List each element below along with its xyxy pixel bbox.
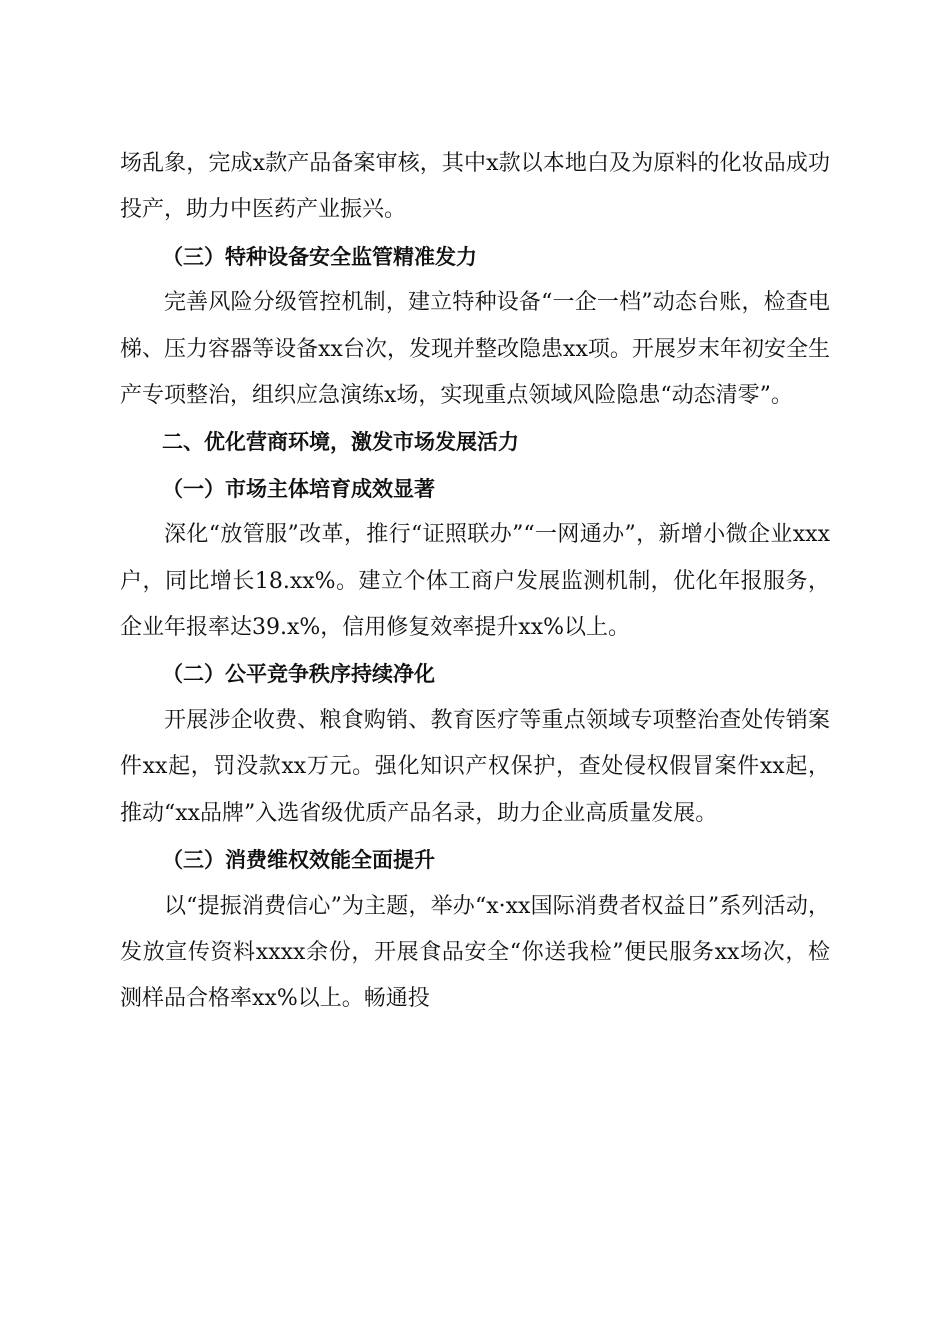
section-heading-business-environment: 二、优化营商环境，激发市场发展活力: [162, 430, 519, 455]
section-subheading-market-entities: （一）市场主体培育成效显著: [162, 475, 435, 501]
paragraph-fair-competition: 开展涉企收费、粮食购销、教育医疗等重点领域专项整治查处传销案件xx起，罚没款xx万元。强化知识产权保护，查处侵权假冒案件xx起，推动“xx品牌”入选省级优质产品名录，助力企业高质量发展。: [120, 707, 830, 826]
paragraph-continued: 场乱象，完成x款产品备案审核，其中x款以本地白及为原料的化妆品成功投产，助力中医药产业振兴。: [120, 151, 830, 223]
section-subheading-consumer-rights: （三）消费维权效能全面提升: [162, 847, 435, 873]
document-body: [120, 141, 830, 1023]
paragraph-market-entities: 深化“放管服”改革，推行“证照联办”“一网通办”，新增小微企业xxx户，同比增长18.xx%。建立个体工商户发展监测机制，优化年报服务，企业年报率达39.x%，信用修复效率提升xx%以上。: [120, 522, 830, 641]
paragraph-consumer-rights: 以“提振消费信心”为主题，举办“x·xx国际消费者权益日”系列活动，发放宣传资料xxxx余份，开展食品安全“你送我检”便民服务xx场次，检测样品合格率xx%以上。畅通投: [120, 893, 830, 1012]
section-subheading-fair-competition: （二）公平竞争秩序持续净化: [162, 661, 435, 687]
section-subheading-special-equipment: （三）特种设备安全监管精准发力: [162, 243, 477, 269]
paragraph-special-equipment: 完善风险分级管控机制，建立特种设备“一企一档”动态台账，检查电梯、压力容器等设备xx台次，发现并整改隐患xx项。开展岁末年初安全生产专项整治，组织应急演练x场，实现重点领域风险隐患“动态清零”。: [120, 290, 830, 409]
